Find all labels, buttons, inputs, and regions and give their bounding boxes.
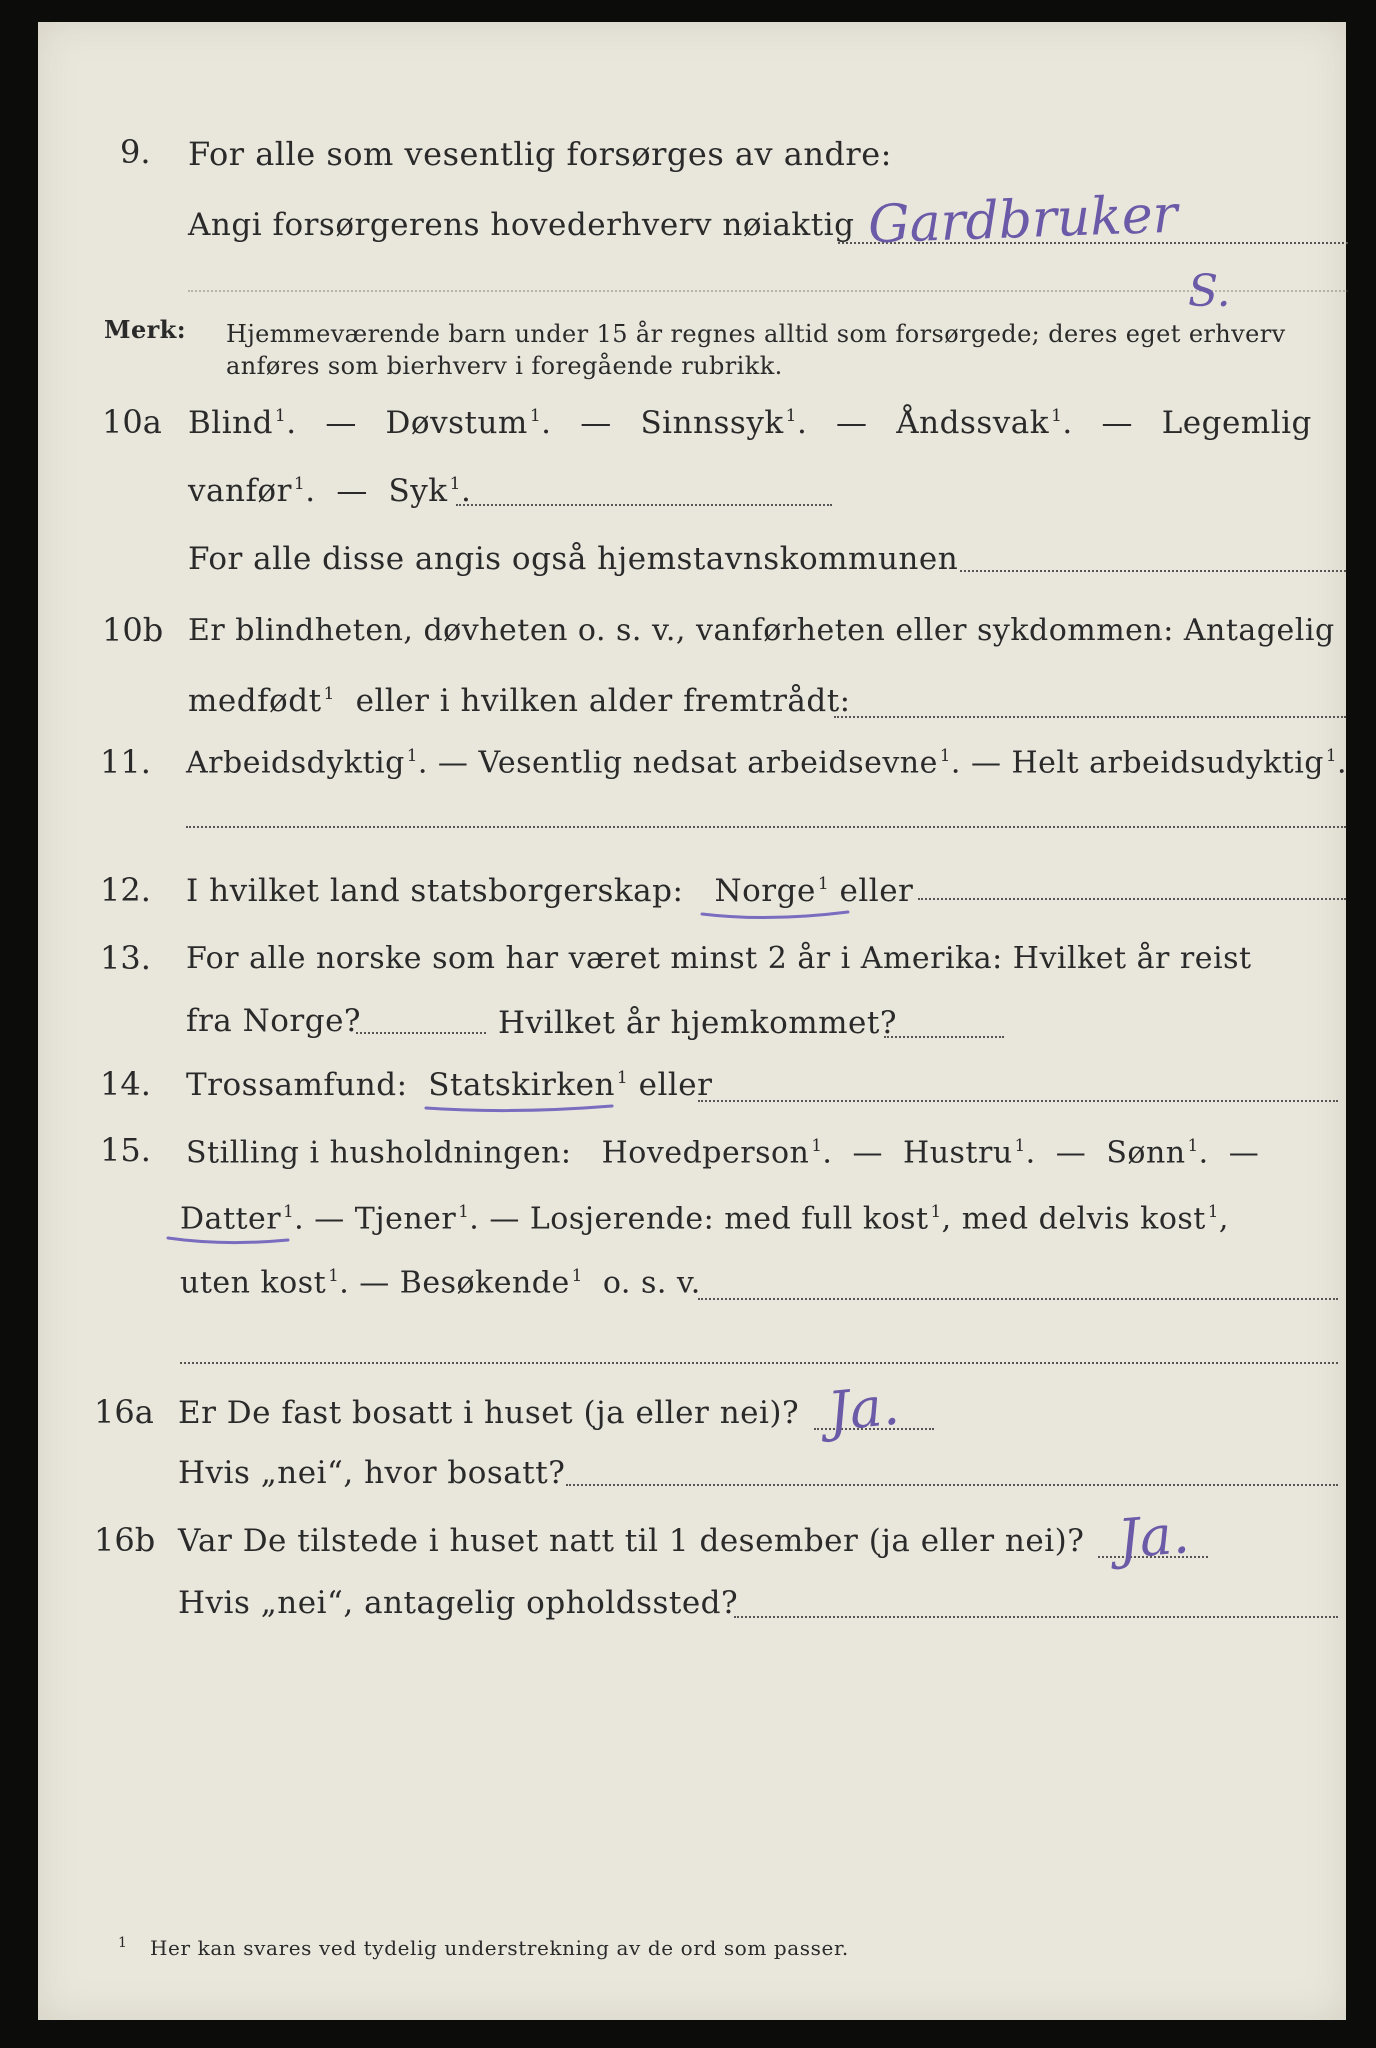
q15-line1: Stilling i husholdningen: Hovedperson $^1$. — Hustru $^1$. — Sønn $^1$. — — [186, 1135, 1260, 1171]
sup-mark: 1 — [283, 1202, 295, 1221]
sup-mark: 1 — [323, 684, 335, 705]
q13-line2a: fra Norge? — [186, 1003, 362, 1039]
q14-statskirken: Statskirken — [428, 1067, 615, 1103]
q13-hjemkommet-line — [884, 1036, 1004, 1038]
q15-losjerende: Losjerende: med full kost — [529, 1201, 929, 1237]
q10a-dovstum: Døvstum — [385, 405, 528, 441]
q13-line1: For alle norske som har været minst 2 år i Amerika: Hvilket år reist — [186, 941, 1252, 976]
q15-line3: uten kost $^1$. — Besøkende $^1$ o. s. v. — [180, 1265, 701, 1301]
q15-stilling: Stilling i husholdningen: — [186, 1135, 572, 1171]
q10a-sinnssyk: Sinnssyk — [640, 405, 784, 441]
q14-statskirken-underline — [422, 1096, 622, 1118]
sup-mark: 1 — [811, 1136, 823, 1155]
q16b-number: 16b — [94, 1521, 156, 1559]
q12-norge-underline — [698, 900, 858, 924]
sup-mark: 1 — [328, 1266, 340, 1285]
q14-answer-line — [698, 1100, 1338, 1102]
q15-datter-underline — [164, 1228, 294, 1250]
sup-mark: 1 — [1014, 1136, 1026, 1155]
q12-eller: eller — [839, 873, 914, 909]
q15-hustru: Hustru — [903, 1135, 1013, 1171]
q10a-hjemstavn-line — [960, 570, 1346, 572]
q15-answer-line — [698, 1298, 1338, 1300]
q16b-line2: Hvis „nei“, antagelig opholdssted? — [178, 1585, 739, 1621]
q15-uten-kost: uten kost — [180, 1265, 327, 1301]
q10a-number: 10a — [102, 403, 162, 441]
q10b-alder: eller i hvilken alder fremtrådt: — [355, 683, 851, 719]
q11-udyktig: Helt arbeidsudyktig — [1011, 745, 1324, 781]
q15-delvis: med delvis kost — [961, 1201, 1206, 1237]
q10a-line1: Blind $^1$. — Døvstum $^1$. — Sinnssyk $^1$. — Åndssvak $^1$. — Legemlig — [188, 405, 1312, 441]
sup-mark: 1 — [785, 406, 797, 427]
sup-mark: 1 — [449, 474, 461, 495]
q10a-syk: Syk — [388, 473, 448, 509]
q15-datter: Datter — [180, 1201, 282, 1237]
sup-mark: 1 — [1051, 406, 1063, 427]
q15-besokende: Besøkende — [399, 1265, 570, 1301]
q16b-handwritten-answer: Ja. — [1115, 1502, 1192, 1571]
q16a-line1: Er De fast bosatt i huset (ja eller nei)? — [178, 1395, 800, 1431]
q15-answer-line-2 — [180, 1362, 1338, 1364]
q9-handwritten-answer: Gardbruker — [867, 184, 1179, 256]
q12-number: 12. — [100, 871, 151, 909]
q15-line2: Datter $^1$. — Tjener $^1$. — Losjerende: med full kost $^1$, med delvis kost $^1$, — [180, 1201, 1229, 1237]
q10b-line2 — [188, 683, 851, 719]
q9-number: 9. — [120, 133, 151, 171]
q10b-medfodt: medfødt — [188, 683, 322, 719]
q10b-answer-line — [834, 716, 1346, 718]
q14-eller: eller — [638, 1067, 713, 1103]
q10a-blind: Blind — [188, 405, 273, 441]
q15-osv: o. s. v. — [602, 1265, 701, 1301]
q15-hovedperson: Hovedperson — [601, 1135, 810, 1171]
sup-mark: 1 — [817, 874, 830, 895]
q14-text: Trossamfund: — [186, 1067, 408, 1103]
q9-line2: Angi forsørgerens hovederhverv nøiaktig — [188, 207, 855, 243]
q15-tjener: Tjener — [354, 1201, 457, 1237]
q16a-line2: Hvis „nei“, hvor bosatt? — [178, 1455, 566, 1491]
q9-answer-line-2 — [188, 290, 1348, 292]
q11-answer-line — [186, 826, 1346, 828]
merk-line2: anføres som bierhverv i foregående rubrikk. — [226, 352, 783, 380]
q12-text: I hvilket land statsborgerskap: — [186, 873, 684, 909]
q10a-syk-line — [456, 504, 832, 506]
q10b-line1: Er blindheten, døvheten o. s. v., vanførheten eller sykdommen: Antagelig — [188, 613, 1335, 648]
sup-mark: 1 — [616, 1068, 629, 1089]
q12-norge: Norge — [714, 873, 816, 909]
footnote-mark: 1 — [118, 1935, 128, 1951]
sup-mark: 1 — [1326, 746, 1337, 765]
q14-number: 14. — [100, 1065, 151, 1103]
sup-mark: 1 — [293, 474, 306, 495]
sup-mark: 1 — [571, 1266, 583, 1285]
q12-answer-line — [918, 898, 1346, 900]
q11-arbeidsdyktig: Arbeidsdyktig — [186, 745, 405, 781]
q16b-line1: Var De tilstede i huset natt til 1 desember (ja eller nei)? — [178, 1523, 1085, 1559]
census-form-page — [38, 22, 1346, 2020]
q16a-number: 16a — [94, 1393, 154, 1431]
q10a-andssvak: Åndssvak — [896, 405, 1050, 441]
merk-line1: Hjemmeværende barn under 15 år regnes alltid som forsørgede; deres eget erhverv — [226, 320, 1286, 348]
q13-reist-line — [356, 1032, 486, 1034]
sup-mark: 1 — [1187, 1136, 1199, 1155]
q15-sonn: Sønn — [1106, 1135, 1186, 1171]
q13-number: 13. — [100, 939, 151, 977]
q15-number: 15. — [100, 1131, 151, 1169]
q10a-legemlig: Legemlig — [1161, 405, 1312, 441]
sup-mark: 1 — [1207, 1202, 1219, 1221]
sup-mark: 1 — [274, 406, 287, 427]
q13-line2b: Hvilket år hjemkommet? — [498, 1005, 897, 1041]
footnote-text: Her kan svares ved tydelig understrekning av de ord som passer. — [150, 1936, 849, 1960]
sup-mark: 1 — [930, 1202, 942, 1221]
sup-mark: 1 — [529, 406, 542, 427]
q16b-opholdssted-line — [734, 1616, 1338, 1618]
q11-nedsat: Vesentlig nedsat arbeidsevne — [478, 745, 938, 781]
q9-line1: For alle som vesentlig forsørges av andre: — [188, 135, 892, 173]
q10a-line3: For alle disse angis også hjemstavnskommunen — [188, 541, 959, 577]
merk-label: Merk: — [104, 315, 186, 344]
q9-handwritten-answer-2: S. — [1188, 266, 1231, 317]
q10a-vanfor: vanfør — [188, 473, 292, 509]
q10b-number: 10b — [102, 611, 164, 649]
sup-mark: 1 — [406, 746, 418, 765]
q11-line1: Arbeidsdyktig $^1$. — Vesentlig nedsat arbeidsevne $^1$. — Helt arbeidsudyktig $^1$. — [186, 745, 1348, 781]
q10a-line2: vanfør $^1$. — Syk $^1$. — [188, 473, 472, 509]
q16a-handwritten-answer: Ja. — [824, 1373, 903, 1444]
sup-mark: 1 — [939, 746, 951, 765]
q16a-bosatt-line — [566, 1484, 1338, 1486]
q11-number: 11. — [100, 743, 151, 781]
sup-mark: 1 — [458, 1202, 470, 1221]
